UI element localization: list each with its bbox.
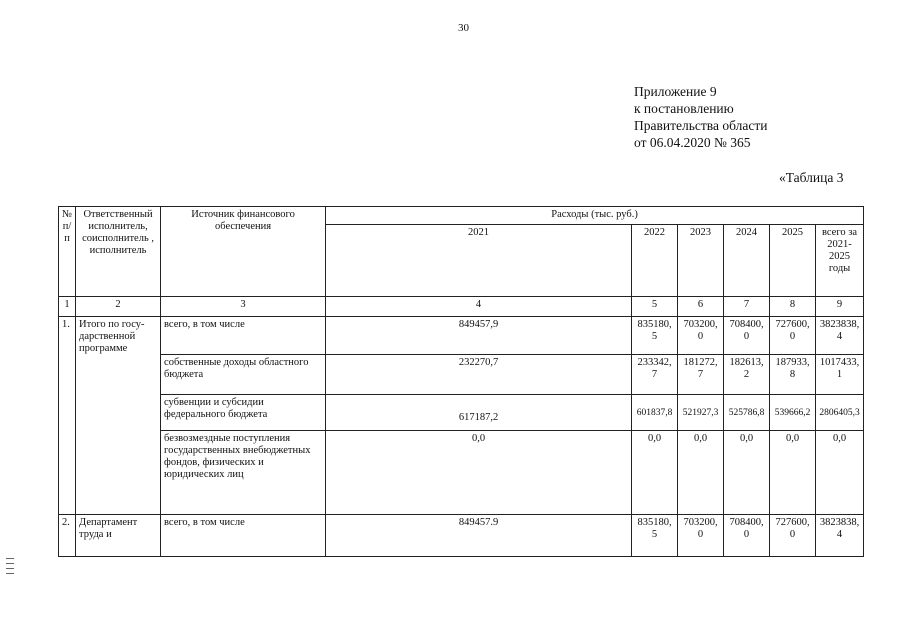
value-2023: 181272,7 bbox=[678, 355, 724, 395]
appendix-line-2: к постановлению bbox=[634, 101, 734, 116]
financing-table bbox=[58, 206, 864, 557]
value-2023: 0,0 bbox=[678, 431, 724, 515]
column-number: 8 bbox=[770, 297, 816, 317]
value-2022: 835180,5 bbox=[632, 515, 678, 557]
value-total: 3823838,4 bbox=[816, 317, 864, 355]
value-2021: 0,0 bbox=[326, 431, 632, 515]
column-number: 2 bbox=[76, 297, 161, 317]
value-2024: 0,0 bbox=[724, 431, 770, 515]
value-2025: 187933,8 bbox=[770, 355, 816, 395]
column-number: 6 bbox=[678, 297, 724, 317]
value-2022: 233342,7 bbox=[632, 355, 678, 395]
table-row bbox=[59, 317, 864, 355]
header-num: № п/п bbox=[59, 207, 76, 297]
header-year-2025: 2025 bbox=[770, 225, 816, 297]
value-2021: 849457.9 bbox=[326, 515, 632, 557]
column-number: 9 bbox=[816, 297, 864, 317]
value-2025: 539666,2 bbox=[770, 395, 816, 431]
header-total: всего за 2021-2025 годы bbox=[816, 225, 864, 297]
value-2022: 601837,8 bbox=[632, 395, 678, 431]
header-source: Источник финансового обеспечения bbox=[161, 207, 326, 297]
value-2023: 703200,0 bbox=[678, 317, 724, 355]
appendix-block bbox=[634, 83, 767, 151]
table-row bbox=[59, 395, 864, 431]
header-expenses: Расходы (тыс. руб.) bbox=[326, 207, 864, 225]
row-executor: Итого по госу-дарственной программе bbox=[76, 317, 161, 515]
value-total: 1017433,1 bbox=[816, 355, 864, 395]
value-2021: 849457,9 bbox=[326, 317, 632, 355]
appendix-line-4: от 06.04.2020 № 365 bbox=[634, 135, 751, 150]
margin-mark bbox=[6, 573, 14, 574]
header-year-2023: 2023 bbox=[678, 225, 724, 297]
column-number: 1 bbox=[59, 297, 76, 317]
value-2023: 521927,3 bbox=[678, 395, 724, 431]
margin-mark bbox=[6, 558, 14, 559]
header-row bbox=[59, 207, 864, 225]
value-2025: 727600,0 bbox=[770, 317, 816, 355]
value-2022: 0,0 bbox=[632, 431, 678, 515]
value-total: 2806405,3 bbox=[816, 395, 864, 431]
column-number: 4 bbox=[326, 297, 632, 317]
row-source: собственные доходы областного бюджета bbox=[161, 355, 326, 395]
value-2024: 525786,8 bbox=[724, 395, 770, 431]
appendix-line-1: Приложение 9 bbox=[634, 84, 717, 99]
row-source: всего, в том числе bbox=[161, 515, 326, 557]
row-number: 2. bbox=[59, 515, 76, 557]
header-executor: Ответственный исполнитель, соисполнитель , исполнитель bbox=[76, 207, 161, 297]
table-row bbox=[59, 355, 864, 395]
value-total: 3823838,4 bbox=[816, 515, 864, 557]
header-year-2024: 2024 bbox=[724, 225, 770, 297]
column-number: 5 bbox=[632, 297, 678, 317]
row-source: субвенции и субсидии федерального бюджета bbox=[161, 395, 326, 431]
value-2023: 703200,0 bbox=[678, 515, 724, 557]
table-row bbox=[59, 431, 864, 515]
column-number: 7 bbox=[724, 297, 770, 317]
table-caption: «Таблица 3 bbox=[779, 170, 844, 185]
row-source: безвозмездные поступления государственных внебюджетных фондов, физических и юридических лиц bbox=[161, 431, 326, 515]
row-source: всего, в том числе bbox=[161, 317, 326, 355]
value-2021: 617187,2 bbox=[326, 395, 632, 431]
value-2021: 232270,7 bbox=[326, 355, 632, 395]
value-2025: 0,0 bbox=[770, 431, 816, 515]
value-2024: 708400,0 bbox=[724, 515, 770, 557]
table-row bbox=[59, 515, 864, 557]
row-executor: Департамент труда и bbox=[76, 515, 161, 557]
margin-mark bbox=[6, 563, 14, 564]
value-2025: 727600,0 bbox=[770, 515, 816, 557]
column-number-row bbox=[59, 297, 864, 317]
header-year-2022: 2022 bbox=[632, 225, 678, 297]
page-number: 30 bbox=[458, 22, 469, 34]
value-2022: 835180,5 bbox=[632, 317, 678, 355]
value-total: 0,0 bbox=[816, 431, 864, 515]
appendix-line-3: Правительства области bbox=[634, 118, 768, 133]
value-2024: 182613,2 bbox=[724, 355, 770, 395]
margin-mark bbox=[6, 568, 14, 569]
value-2024: 708400,0 bbox=[724, 317, 770, 355]
column-number: 3 bbox=[161, 297, 326, 317]
header-year-2021: 2021 bbox=[326, 225, 632, 297]
row-number: 1. bbox=[59, 317, 76, 515]
